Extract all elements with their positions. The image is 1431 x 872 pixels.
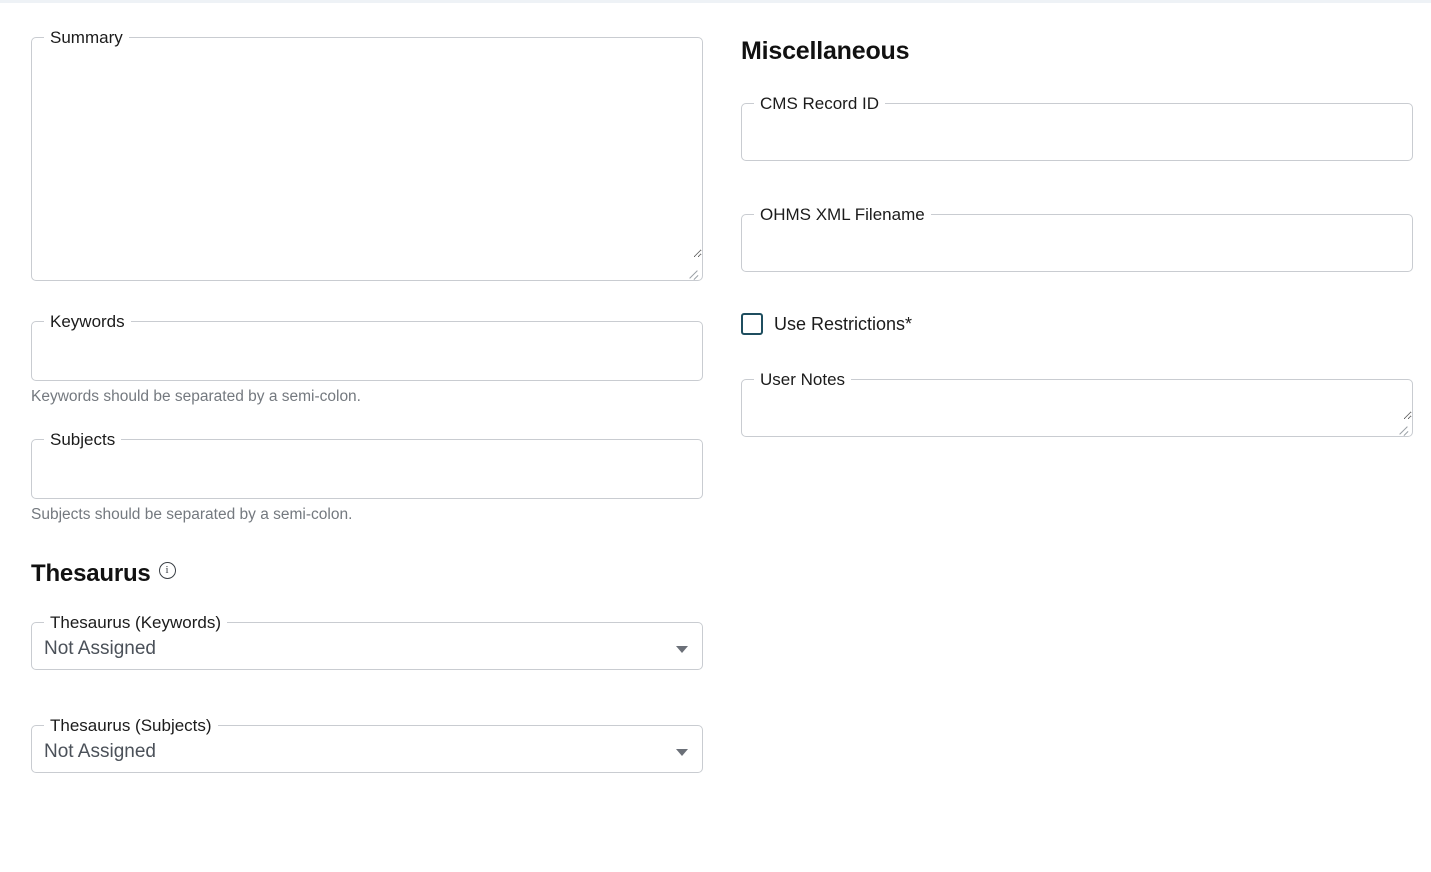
ohms-xml-filename-label: OHMS XML Filename	[760, 205, 925, 224]
summary-input[interactable]	[32, 46, 702, 258]
ohms-xml-filename-field[interactable]	[741, 206, 1413, 272]
left-column	[31, 3, 703, 773]
use-restrictions-label: Use Restrictions*	[774, 313, 913, 334]
thesaurus-subjects-select[interactable]	[31, 717, 703, 773]
chevron-down-icon[interactable]	[676, 646, 688, 653]
use-restrictions-row[interactable]	[741, 313, 1413, 335]
thesaurus-subjects-value: Not Assigned	[44, 741, 156, 763]
thesaurus-keywords-value: Not Assigned	[44, 638, 156, 660]
thesaurus-heading-row	[31, 560, 703, 588]
keywords-field[interactable]	[31, 313, 703, 381]
ohms-xml-filename-input[interactable]	[742, 223, 1412, 257]
summary-resize-handle[interactable]	[687, 266, 699, 278]
thesaurus-subjects-label: Thesaurus (Subjects)	[50, 716, 212, 736]
miscellaneous-heading: Miscellaneous	[741, 37, 910, 65]
thesaurus-keywords-select[interactable]	[31, 614, 703, 670]
keywords-helper-text: Keywords should be separated by a semi-colon.	[31, 388, 361, 405]
thesaurus-heading: Thesaurus	[31, 560, 151, 588]
form-page	[0, 3, 1431, 872]
subjects-helper-text: Subjects should be separated by a semi-colon.	[31, 505, 353, 523]
right-column	[741, 3, 1413, 437]
cms-record-id-input[interactable]	[742, 112, 1412, 146]
thesaurus-keywords-label: Thesaurus (Keywords)	[50, 613, 222, 633]
user-notes-input[interactable]	[742, 388, 1412, 420]
subjects-label: Subjects	[50, 429, 116, 449]
summary-label: Summary	[50, 28, 123, 47]
use-restrictions-checkbox[interactable]	[741, 313, 763, 335]
summary-field[interactable]	[31, 29, 703, 281]
user-notes-field[interactable]	[741, 371, 1413, 437]
user-notes-label: User Notes	[760, 370, 846, 389]
subjects-input[interactable]	[32, 448, 702, 482]
keywords-label: Keywords	[50, 312, 125, 331]
subjects-field[interactable]	[31, 431, 703, 499]
info-icon[interactable]: i	[159, 562, 176, 579]
cms-record-id-label: CMS Record ID	[760, 94, 880, 113]
chevron-down-icon[interactable]	[676, 749, 688, 756]
user-notes-resize-handle[interactable]	[1397, 422, 1409, 434]
keywords-input[interactable]	[32, 330, 702, 364]
cms-record-id-field[interactable]	[741, 95, 1413, 161]
